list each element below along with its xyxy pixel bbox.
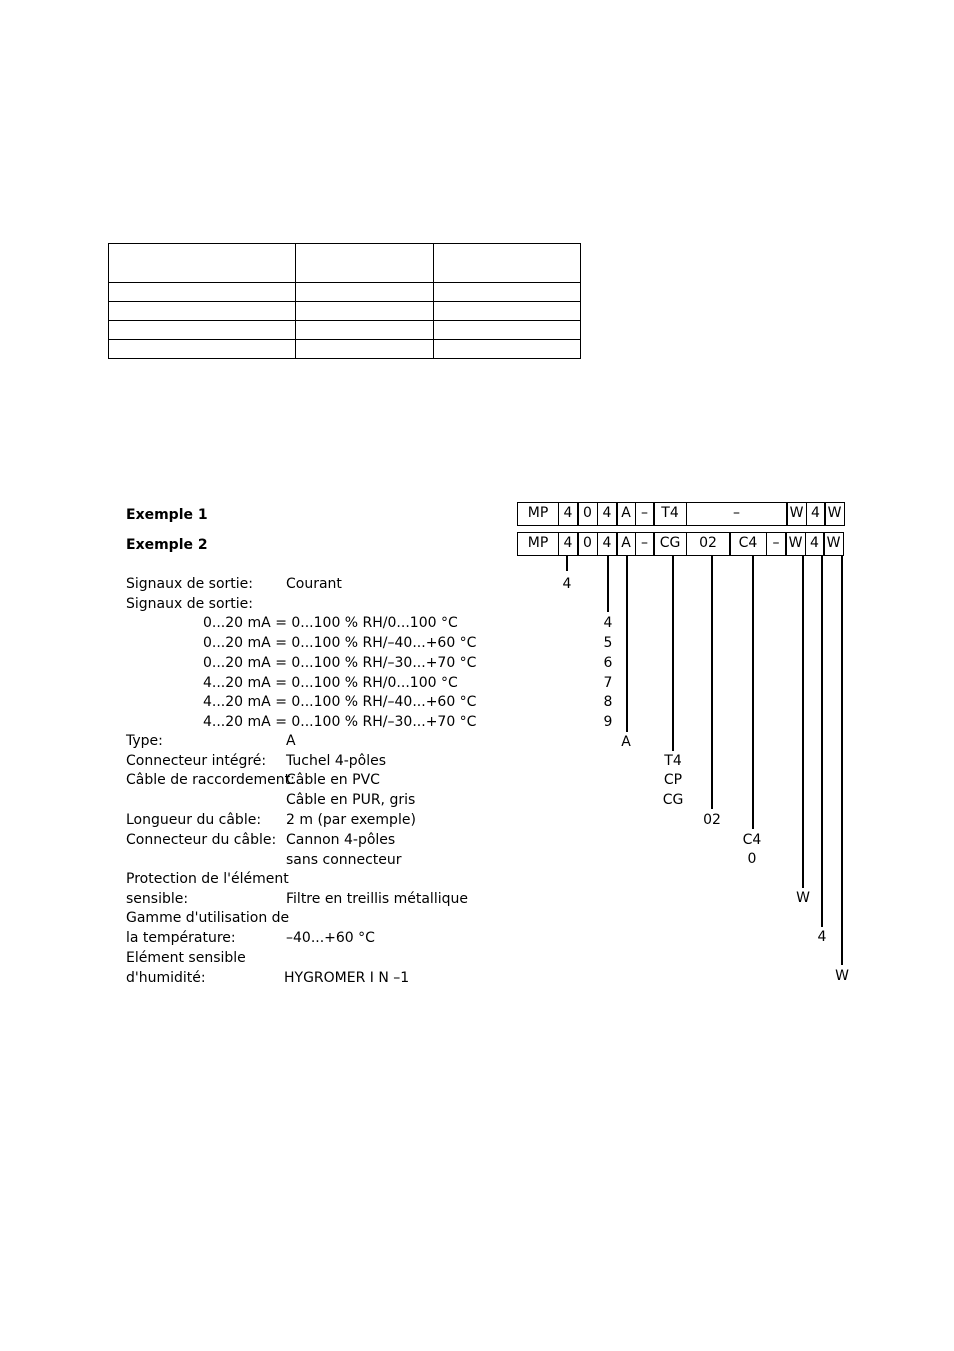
code-temperature: 4 bbox=[817, 929, 827, 945]
table-row bbox=[109, 302, 581, 321]
type-value: A bbox=[286, 733, 296, 749]
range-option: 4...20 mA = 0...100 % RH/–30...+70 °C bbox=[203, 714, 477, 730]
leader-line bbox=[752, 556, 754, 829]
example-1-label: Exemple 1 bbox=[126, 507, 208, 523]
signal-value: Courant bbox=[286, 576, 342, 592]
code-cell: C4 bbox=[729, 532, 767, 556]
table-row bbox=[109, 283, 581, 302]
code-cell: W bbox=[786, 502, 807, 526]
cable-value-pur: Câble en PUR, gris bbox=[286, 792, 416, 808]
cable-connector-value-none: sans connecteur bbox=[286, 852, 402, 868]
code-range: 6 bbox=[603, 655, 613, 671]
leader-line bbox=[802, 556, 804, 888]
code-cell: A bbox=[616, 532, 636, 556]
code-cell: – bbox=[635, 532, 655, 556]
cable-connector-value-cannon: Cannon 4-pôles bbox=[286, 832, 396, 848]
code-range: 8 bbox=[603, 694, 613, 710]
code-length: 02 bbox=[703, 812, 721, 828]
code-cell: – bbox=[766, 532, 787, 556]
code-cell: 4 bbox=[597, 532, 618, 556]
cable-value-pvc: Câble en PVC bbox=[286, 772, 380, 788]
code-cell: – bbox=[686, 502, 788, 526]
example-1-code bbox=[517, 502, 845, 526]
code-type: A bbox=[621, 734, 631, 750]
cable-label: Câble de raccordement: bbox=[126, 772, 295, 788]
code-cell: CG bbox=[653, 532, 687, 556]
leader-line bbox=[672, 556, 674, 751]
code-connector: CP bbox=[663, 772, 683, 788]
code-sensor-element: W bbox=[835, 968, 849, 984]
code-cell: 0 bbox=[577, 502, 598, 526]
type-label: Type: bbox=[126, 733, 163, 749]
leader-line bbox=[821, 556, 823, 927]
code-cell: W bbox=[824, 502, 845, 526]
temperature-value: –40...+60 °C bbox=[286, 930, 375, 946]
code-range: 9 bbox=[603, 714, 613, 730]
code-cell: 0 bbox=[577, 532, 598, 556]
table-row bbox=[109, 244, 581, 283]
connector-integrated-label: Connecteur intégré: bbox=[126, 753, 267, 769]
temperature-label: Gamme d'utilisation de bbox=[126, 910, 290, 926]
range-option: 0...20 mA = 0...100 % RH/–40...+60 °C bbox=[203, 635, 477, 651]
code-connector: CG bbox=[662, 792, 684, 808]
code-cell: 02 bbox=[686, 532, 731, 556]
code-cell: MP bbox=[517, 532, 559, 556]
protection-label-2: sensible: bbox=[126, 891, 189, 907]
code-cell: T4 bbox=[653, 502, 687, 526]
leader-line bbox=[626, 556, 628, 732]
code-cable-connector: 0 bbox=[747, 851, 757, 867]
code-cell: 4 bbox=[806, 502, 826, 526]
leader-line bbox=[841, 556, 843, 965]
example-2-label: Exemple 2 bbox=[126, 537, 208, 553]
code-cell: – bbox=[635, 502, 655, 526]
cable-connector-label: Connecteur du câble: bbox=[126, 832, 277, 848]
code-filter: W bbox=[796, 890, 810, 906]
code-cell: MP bbox=[517, 502, 559, 526]
table-row bbox=[109, 321, 581, 340]
code-cell: W bbox=[785, 532, 806, 556]
example-2-code bbox=[517, 532, 844, 556]
temperature-label-2: la température: bbox=[126, 930, 236, 946]
range-option: 0...20 mA = 0...100 % RH/0...100 °C bbox=[203, 615, 458, 631]
code-cell: 4 bbox=[558, 502, 579, 526]
sensor-element-label: Elément sensible bbox=[126, 950, 246, 966]
leader-line bbox=[607, 556, 609, 612]
signal-label-2: Signaux de sortie: bbox=[126, 596, 253, 612]
signal-label: Signaux de sortie: bbox=[126, 576, 253, 592]
code-connector: T4 bbox=[664, 753, 682, 769]
sensor-element-value: HYGROMER I N –1 bbox=[284, 970, 410, 986]
range-option: 4...20 mA = 0...100 % RH/–40...+60 °C bbox=[203, 694, 477, 710]
leader-line bbox=[566, 556, 568, 571]
table-row bbox=[109, 340, 581, 359]
code-cell: W bbox=[823, 532, 844, 556]
empty-table bbox=[108, 243, 581, 359]
code-cable-connector: C4 bbox=[742, 832, 762, 848]
range-option: 4...20 mA = 0...100 % RH/0...100 °C bbox=[203, 675, 458, 691]
code-range: 7 bbox=[603, 675, 613, 691]
leader-line bbox=[711, 556, 713, 809]
code-cell: 4 bbox=[597, 502, 618, 526]
sensor-element-label-2: d'humidité: bbox=[126, 970, 206, 986]
protection-value: Filtre en treillis métallique bbox=[286, 891, 468, 907]
cable-length-label: Longueur du câble: bbox=[126, 812, 262, 828]
protection-label: Protection de l'élément bbox=[126, 871, 289, 887]
code-cell: 4 bbox=[805, 532, 825, 556]
code-range: 4 bbox=[603, 615, 613, 631]
code-signal: 4 bbox=[562, 576, 572, 592]
code-range: 5 bbox=[603, 635, 613, 651]
connector-integrated-value: Tuchel 4-pôles bbox=[286, 753, 387, 769]
code-cell: A bbox=[616, 502, 636, 526]
cable-length-value: 2 m (par exemple) bbox=[286, 812, 416, 828]
code-cell: 4 bbox=[558, 532, 579, 556]
range-option: 0...20 mA = 0...100 % RH/–30...+70 °C bbox=[203, 655, 477, 671]
